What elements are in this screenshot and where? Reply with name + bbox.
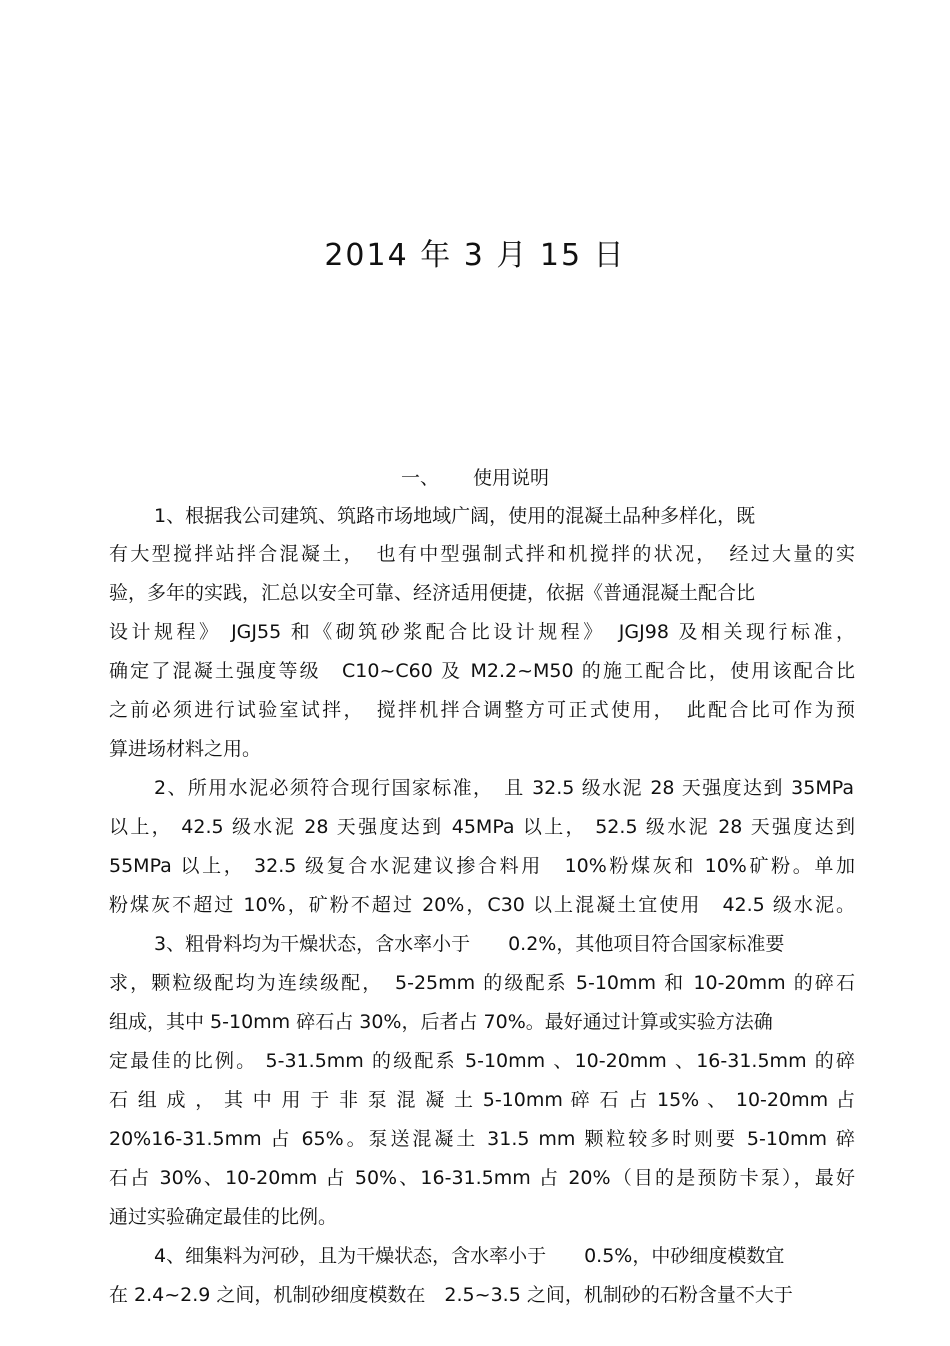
text-line: 组成，其中 5-10mm 碎石占 30%，后者占 70%。最好通过计算或实验方法确	[109, 1011, 773, 1033]
text-line: 以上， 42.5 级水泥 28 天强度达到 45MPa 以上， 52.5 级水泥 28 天强度达到	[109, 816, 855, 838]
section-title: 使用说明	[473, 467, 550, 489]
text-line: 定最佳的比例。 5-31.5mm 的级配系 5-10mm 、10-20mm 、16-31.5mm 的碎	[109, 1050, 855, 1072]
text-line: 石 组 成 ， 其 中 用 于 非 泵 混 凝 土 5-10mm 碎 石 占 15% 、 10-20mm 占	[109, 1089, 855, 1111]
text-line: 在 2.4~2.9 之间，机制砂细度模数在 2.5~3.5 之间，机制砂的石粉含量不大于	[109, 1284, 793, 1306]
text-line: 20%16-31.5mm 占 65%。泵送混凝土 31.5 mm 颗粒较多时则要 5-10mm 碎	[109, 1128, 855, 1150]
text-line: 算进场材料之用。	[109, 738, 262, 760]
text-line: 通过实验确定最佳的比例。	[109, 1206, 338, 1228]
text-line: 1、根据我公司建筑、筑路市场地域广阔，使用的混凝土品种多样化，既	[154, 505, 756, 527]
text-line: 55MPa 以上， 32.5 级复合水泥建议掺合料用 10%粉煤灰和 10%矿粉。单加	[109, 855, 855, 877]
text-line: 有大型搅拌站拌合混凝土， 也有中型强制式拌和机搅拌的状况， 经过大量的实	[109, 543, 855, 565]
document-date: 2014 年 3 月 15 日	[324, 238, 626, 273]
text-line: 确定了混凝土强度等级 C10~C60 及 M2.2~M50 的施工配合比，使用该配合比	[109, 660, 855, 682]
text-line: 之前必须进行试验室试拌， 搅拌机拌合调整方可正式使用， 此配合比可作为预	[109, 699, 855, 721]
text-line: 求，颗粒级配均为连续级配， 5-25mm 的级配系 5-10mm 和 10-20mm 的碎石	[109, 972, 855, 994]
section-heading	[0, 463, 950, 490]
text-line: 验，多年的实践，汇总以安全可靠、经济适用便捷，依据《普通混凝土配合比	[109, 582, 756, 604]
text-line: 石占 30%、10-20mm 占 50%、16-31.5mm 占 20%（目的是预防卡泵），最好	[109, 1167, 855, 1189]
text-line: 粉煤灰不超过 10%，矿粉不超过 20%，C30 以上混凝土宜使用 42.5 级水泥。	[109, 894, 855, 916]
text-line: 4、细集料为河砂，且为干燥状态，含水率小于 0.5%，中砂细度模数宜	[154, 1245, 785, 1267]
text-line: 3、粗骨料均为干燥状态，含水率小于 0.2%，其他项目符合国家标准要	[154, 933, 785, 955]
section-number: 一、	[400, 467, 439, 489]
text-line: 2、所用水泥必须符合现行国家标准， 且 32.5 级水泥 28 天强度达到 35MPa	[154, 777, 854, 799]
text-line: 设计规程》 JGJ55 和《砌筑砂浆配合比设计规程》 JGJ98 及相关现行标准，	[109, 621, 855, 643]
